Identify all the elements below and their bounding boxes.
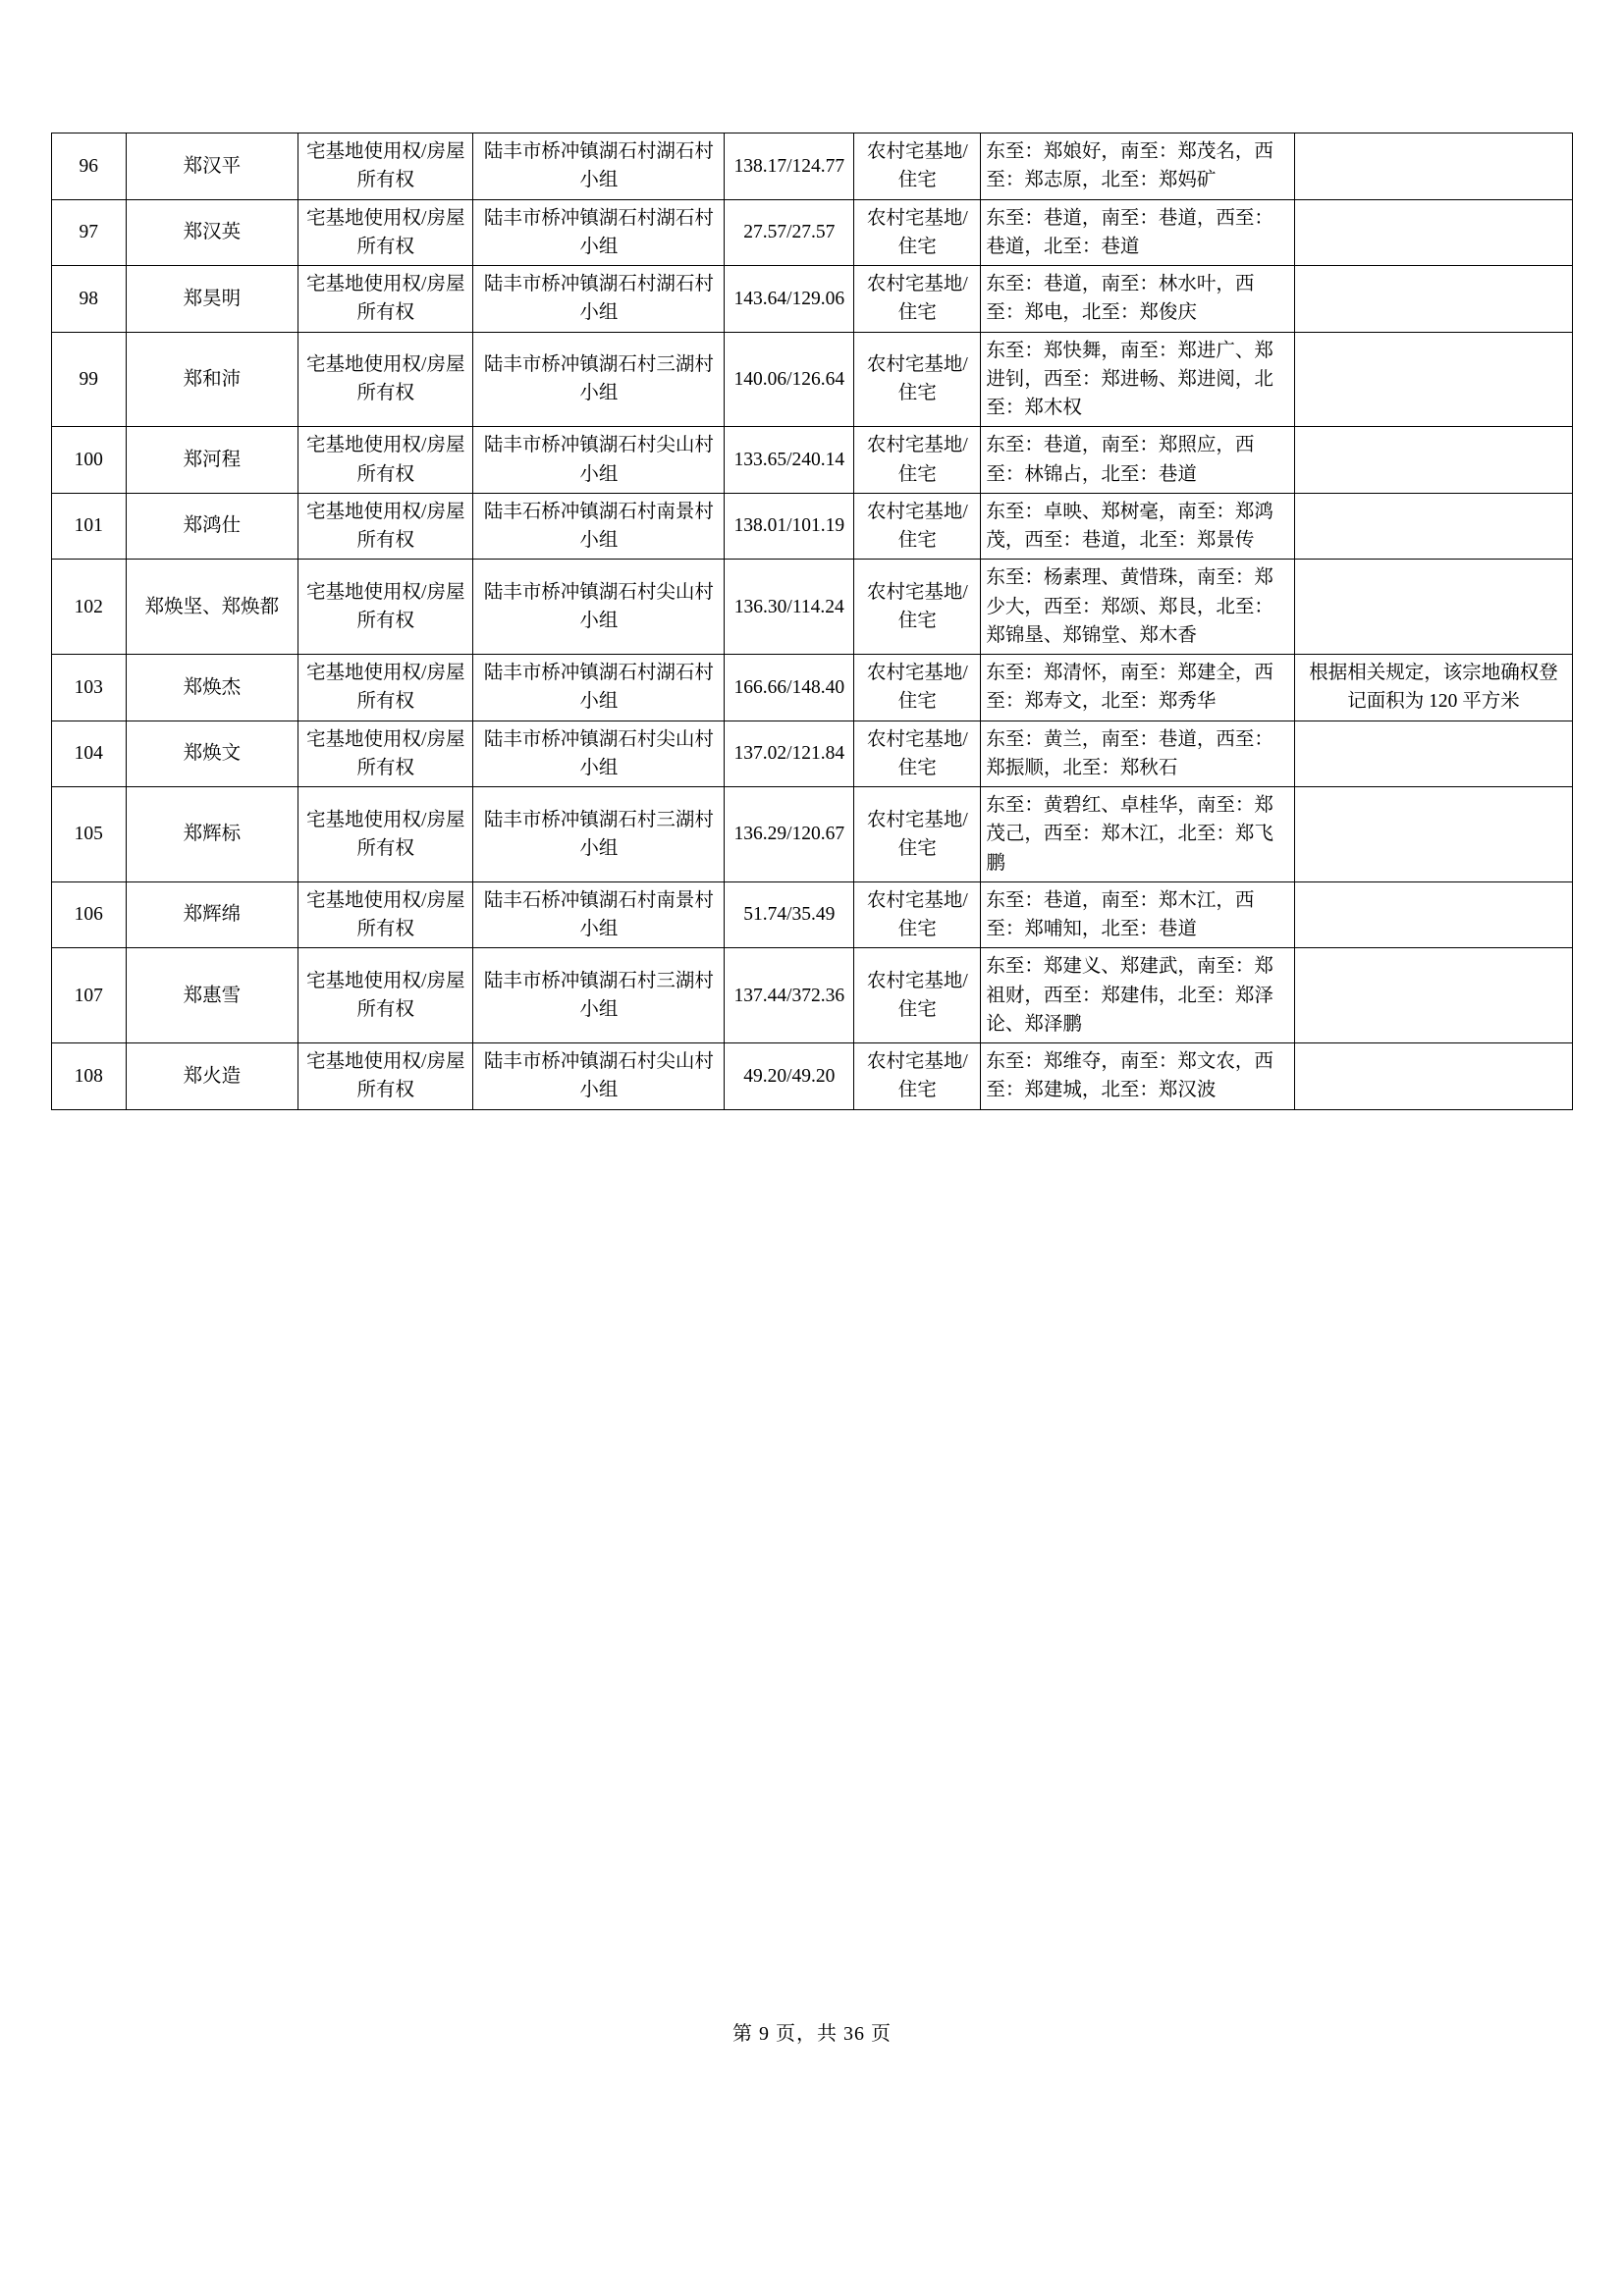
cell-location: 陆丰市桥冲镇湖石村三湖村小组 (473, 948, 725, 1043)
registration-table (51, 133, 1573, 1110)
cell-index: 99 (52, 332, 127, 427)
cell-owner-name: 郑汉平 (126, 133, 298, 200)
cell-owner-name: 郑鸿仕 (126, 493, 298, 560)
table-row (52, 881, 1573, 948)
cell-right-type: 宅基地使用权/房屋所有权 (298, 881, 473, 948)
cell-location: 陆丰市桥冲镇湖石村湖石村小组 (473, 133, 725, 200)
cell-index: 96 (52, 133, 127, 200)
cell-use: 农村宅基地/住宅 (854, 493, 981, 560)
cell-index: 97 (52, 199, 127, 266)
cell-owner-name: 郑焕杰 (126, 655, 298, 721)
cell-note (1294, 948, 1572, 1043)
cell-boundary: 东至：巷道，南至：郑照应，西至：林锦占，北至：巷道 (981, 427, 1295, 494)
cell-boundary: 东至：郑维夺，南至：郑文农，西至：郑建城，北至：郑汉波 (981, 1043, 1295, 1110)
cell-note (1294, 787, 1572, 882)
cell-index: 106 (52, 881, 127, 948)
cell-right-type: 宅基地使用权/房屋所有权 (298, 493, 473, 560)
cell-location: 陆丰市桥冲镇湖石村湖石村小组 (473, 266, 725, 333)
cell-use: 农村宅基地/住宅 (854, 655, 981, 721)
cell-location: 陆丰市桥冲镇湖石村尖山村小组 (473, 560, 725, 655)
cell-location: 陆丰石桥冲镇湖石村南景村小组 (473, 881, 725, 948)
cell-owner-name: 郑火造 (126, 1043, 298, 1110)
cell-index: 102 (52, 560, 127, 655)
cell-boundary: 东至：卓映、郑树毫，南至：郑鸿茂，西至：巷道，北至：郑景传 (981, 493, 1295, 560)
cell-note (1294, 721, 1572, 787)
cell-use: 农村宅基地/住宅 (854, 787, 981, 882)
cell-right-type: 宅基地使用权/房屋所有权 (298, 332, 473, 427)
cell-owner-name: 郑焕坚、郑焕都 (126, 560, 298, 655)
cell-owner-name: 郑汉英 (126, 199, 298, 266)
cell-use: 农村宅基地/住宅 (854, 332, 981, 427)
cell-right-type: 宅基地使用权/房屋所有权 (298, 721, 473, 787)
cell-boundary: 东至：巷道，南至：巷道，西至：巷道，北至：巷道 (981, 199, 1295, 266)
cell-index: 101 (52, 493, 127, 560)
cell-owner-name: 郑河程 (126, 427, 298, 494)
table-row (52, 266, 1573, 333)
cell-area: 140.06/126.64 (725, 332, 854, 427)
cell-use: 农村宅基地/住宅 (854, 199, 981, 266)
cell-owner-name: 郑辉绵 (126, 881, 298, 948)
cell-owner-name: 郑辉标 (126, 787, 298, 882)
cell-use: 农村宅基地/住宅 (854, 1043, 981, 1110)
cell-location: 陆丰市桥冲镇湖石村湖石村小组 (473, 199, 725, 266)
cell-area: 27.57/27.57 (725, 199, 854, 266)
cell-area: 137.44/372.36 (725, 948, 854, 1043)
cell-boundary: 东至：郑建义、郑建武，南至：郑祖财，西至：郑建伟，北至：郑泽论、郑泽鹏 (981, 948, 1295, 1043)
cell-note (1294, 493, 1572, 560)
cell-index: 108 (52, 1043, 127, 1110)
cell-note (1294, 199, 1572, 266)
cell-use: 农村宅基地/住宅 (854, 266, 981, 333)
cell-right-type: 宅基地使用权/房屋所有权 (298, 948, 473, 1043)
cell-index: 107 (52, 948, 127, 1043)
cell-right-type: 宅基地使用权/房屋所有权 (298, 199, 473, 266)
table-row (52, 199, 1573, 266)
cell-owner-name: 郑昊明 (126, 266, 298, 333)
cell-boundary: 东至：郑快舞，南至：郑进广、郑进钊，西至：郑进畅、郑进阅，北至：郑木权 (981, 332, 1295, 427)
cell-boundary: 东至：巷道，南至：林水叶，西至：郑电，北至：郑俊庆 (981, 266, 1295, 333)
cell-area: 136.29/120.67 (725, 787, 854, 882)
cell-note (1294, 332, 1572, 427)
cell-location: 陆丰市桥冲镇湖石村三湖村小组 (473, 332, 725, 427)
table-row (52, 1043, 1573, 1110)
cell-area: 136.30/114.24 (725, 560, 854, 655)
cell-use: 农村宅基地/住宅 (854, 721, 981, 787)
cell-owner-name: 郑和沛 (126, 332, 298, 427)
cell-area: 49.20/49.20 (725, 1043, 854, 1110)
cell-note (1294, 266, 1572, 333)
cell-owner-name: 郑焕文 (126, 721, 298, 787)
table-row (52, 133, 1573, 200)
cell-index: 98 (52, 266, 127, 333)
table-row (52, 332, 1573, 427)
cell-right-type: 宅基地使用权/房屋所有权 (298, 787, 473, 882)
cell-right-type: 宅基地使用权/房屋所有权 (298, 427, 473, 494)
cell-use: 农村宅基地/住宅 (854, 560, 981, 655)
table-row (52, 493, 1573, 560)
cell-boundary: 东至：黄碧红、卓桂华，南至：郑茂己，西至：郑木江，北至：郑飞鹏 (981, 787, 1295, 882)
cell-use: 农村宅基地/住宅 (854, 133, 981, 200)
table-row (52, 948, 1573, 1043)
table-body (52, 133, 1573, 1110)
cell-area: 166.66/148.40 (725, 655, 854, 721)
cell-boundary: 东至：杨素理、黄惜珠，南至：郑少大，西至：郑颂、郑艮，北至：郑锦垦、郑锦堂、郑木香 (981, 560, 1295, 655)
table-row (52, 655, 1573, 721)
cell-boundary: 东至：黄兰，南至：巷道，西至：郑振顺，北至：郑秋石 (981, 721, 1295, 787)
cell-area: 51.74/35.49 (725, 881, 854, 948)
cell-area: 137.02/121.84 (725, 721, 854, 787)
cell-right-type: 宅基地使用权/房屋所有权 (298, 266, 473, 333)
cell-location: 陆丰市桥冲镇湖石村三湖村小组 (473, 787, 725, 882)
cell-location: 陆丰市桥冲镇湖石村尖山村小组 (473, 427, 725, 494)
cell-boundary: 东至：巷道，南至：郑木江，西至：郑哺知，北至：巷道 (981, 881, 1295, 948)
cell-index: 103 (52, 655, 127, 721)
cell-location: 陆丰石桥冲镇湖石村南景村小组 (473, 493, 725, 560)
cell-boundary: 东至：郑清怀，南至：郑建全，西至：郑寿文，北至：郑秀华 (981, 655, 1295, 721)
cell-use: 农村宅基地/住宅 (854, 881, 981, 948)
cell-note: 根据相关规定，该宗地确权登记面积为 120 平方米 (1294, 655, 1572, 721)
cell-location: 陆丰市桥冲镇湖石村尖山村小组 (473, 721, 725, 787)
cell-area: 138.01/101.19 (725, 493, 854, 560)
cell-right-type: 宅基地使用权/房屋所有权 (298, 1043, 473, 1110)
table-row (52, 560, 1573, 655)
table-row (52, 427, 1573, 494)
cell-index: 100 (52, 427, 127, 494)
table-row (52, 787, 1573, 882)
cell-index: 104 (52, 721, 127, 787)
cell-area: 143.64/129.06 (725, 266, 854, 333)
cell-note (1294, 1043, 1572, 1110)
cell-location: 陆丰市桥冲镇湖石村尖山村小组 (473, 1043, 725, 1110)
cell-boundary: 东至：郑娘好，南至：郑茂名，西至：郑志原，北至：郑妈矿 (981, 133, 1295, 200)
cell-owner-name: 郑惠雪 (126, 948, 298, 1043)
cell-note (1294, 427, 1572, 494)
cell-right-type: 宅基地使用权/房屋所有权 (298, 133, 473, 200)
table-row (52, 721, 1573, 787)
cell-location: 陆丰市桥冲镇湖石村湖石村小组 (473, 655, 725, 721)
cell-area: 138.17/124.77 (725, 133, 854, 200)
page-footer: 第 9 页，共 36 页 (732, 2023, 892, 2045)
cell-index: 105 (52, 787, 127, 882)
cell-note (1294, 560, 1572, 655)
cell-right-type: 宅基地使用权/房屋所有权 (298, 655, 473, 721)
cell-right-type: 宅基地使用权/房屋所有权 (298, 560, 473, 655)
cell-use: 农村宅基地/住宅 (854, 948, 981, 1043)
cell-note (1294, 881, 1572, 948)
registration-table-container (51, 133, 1573, 1110)
cell-area: 133.65/240.14 (725, 427, 854, 494)
cell-note (1294, 133, 1572, 200)
cell-use: 农村宅基地/住宅 (854, 427, 981, 494)
